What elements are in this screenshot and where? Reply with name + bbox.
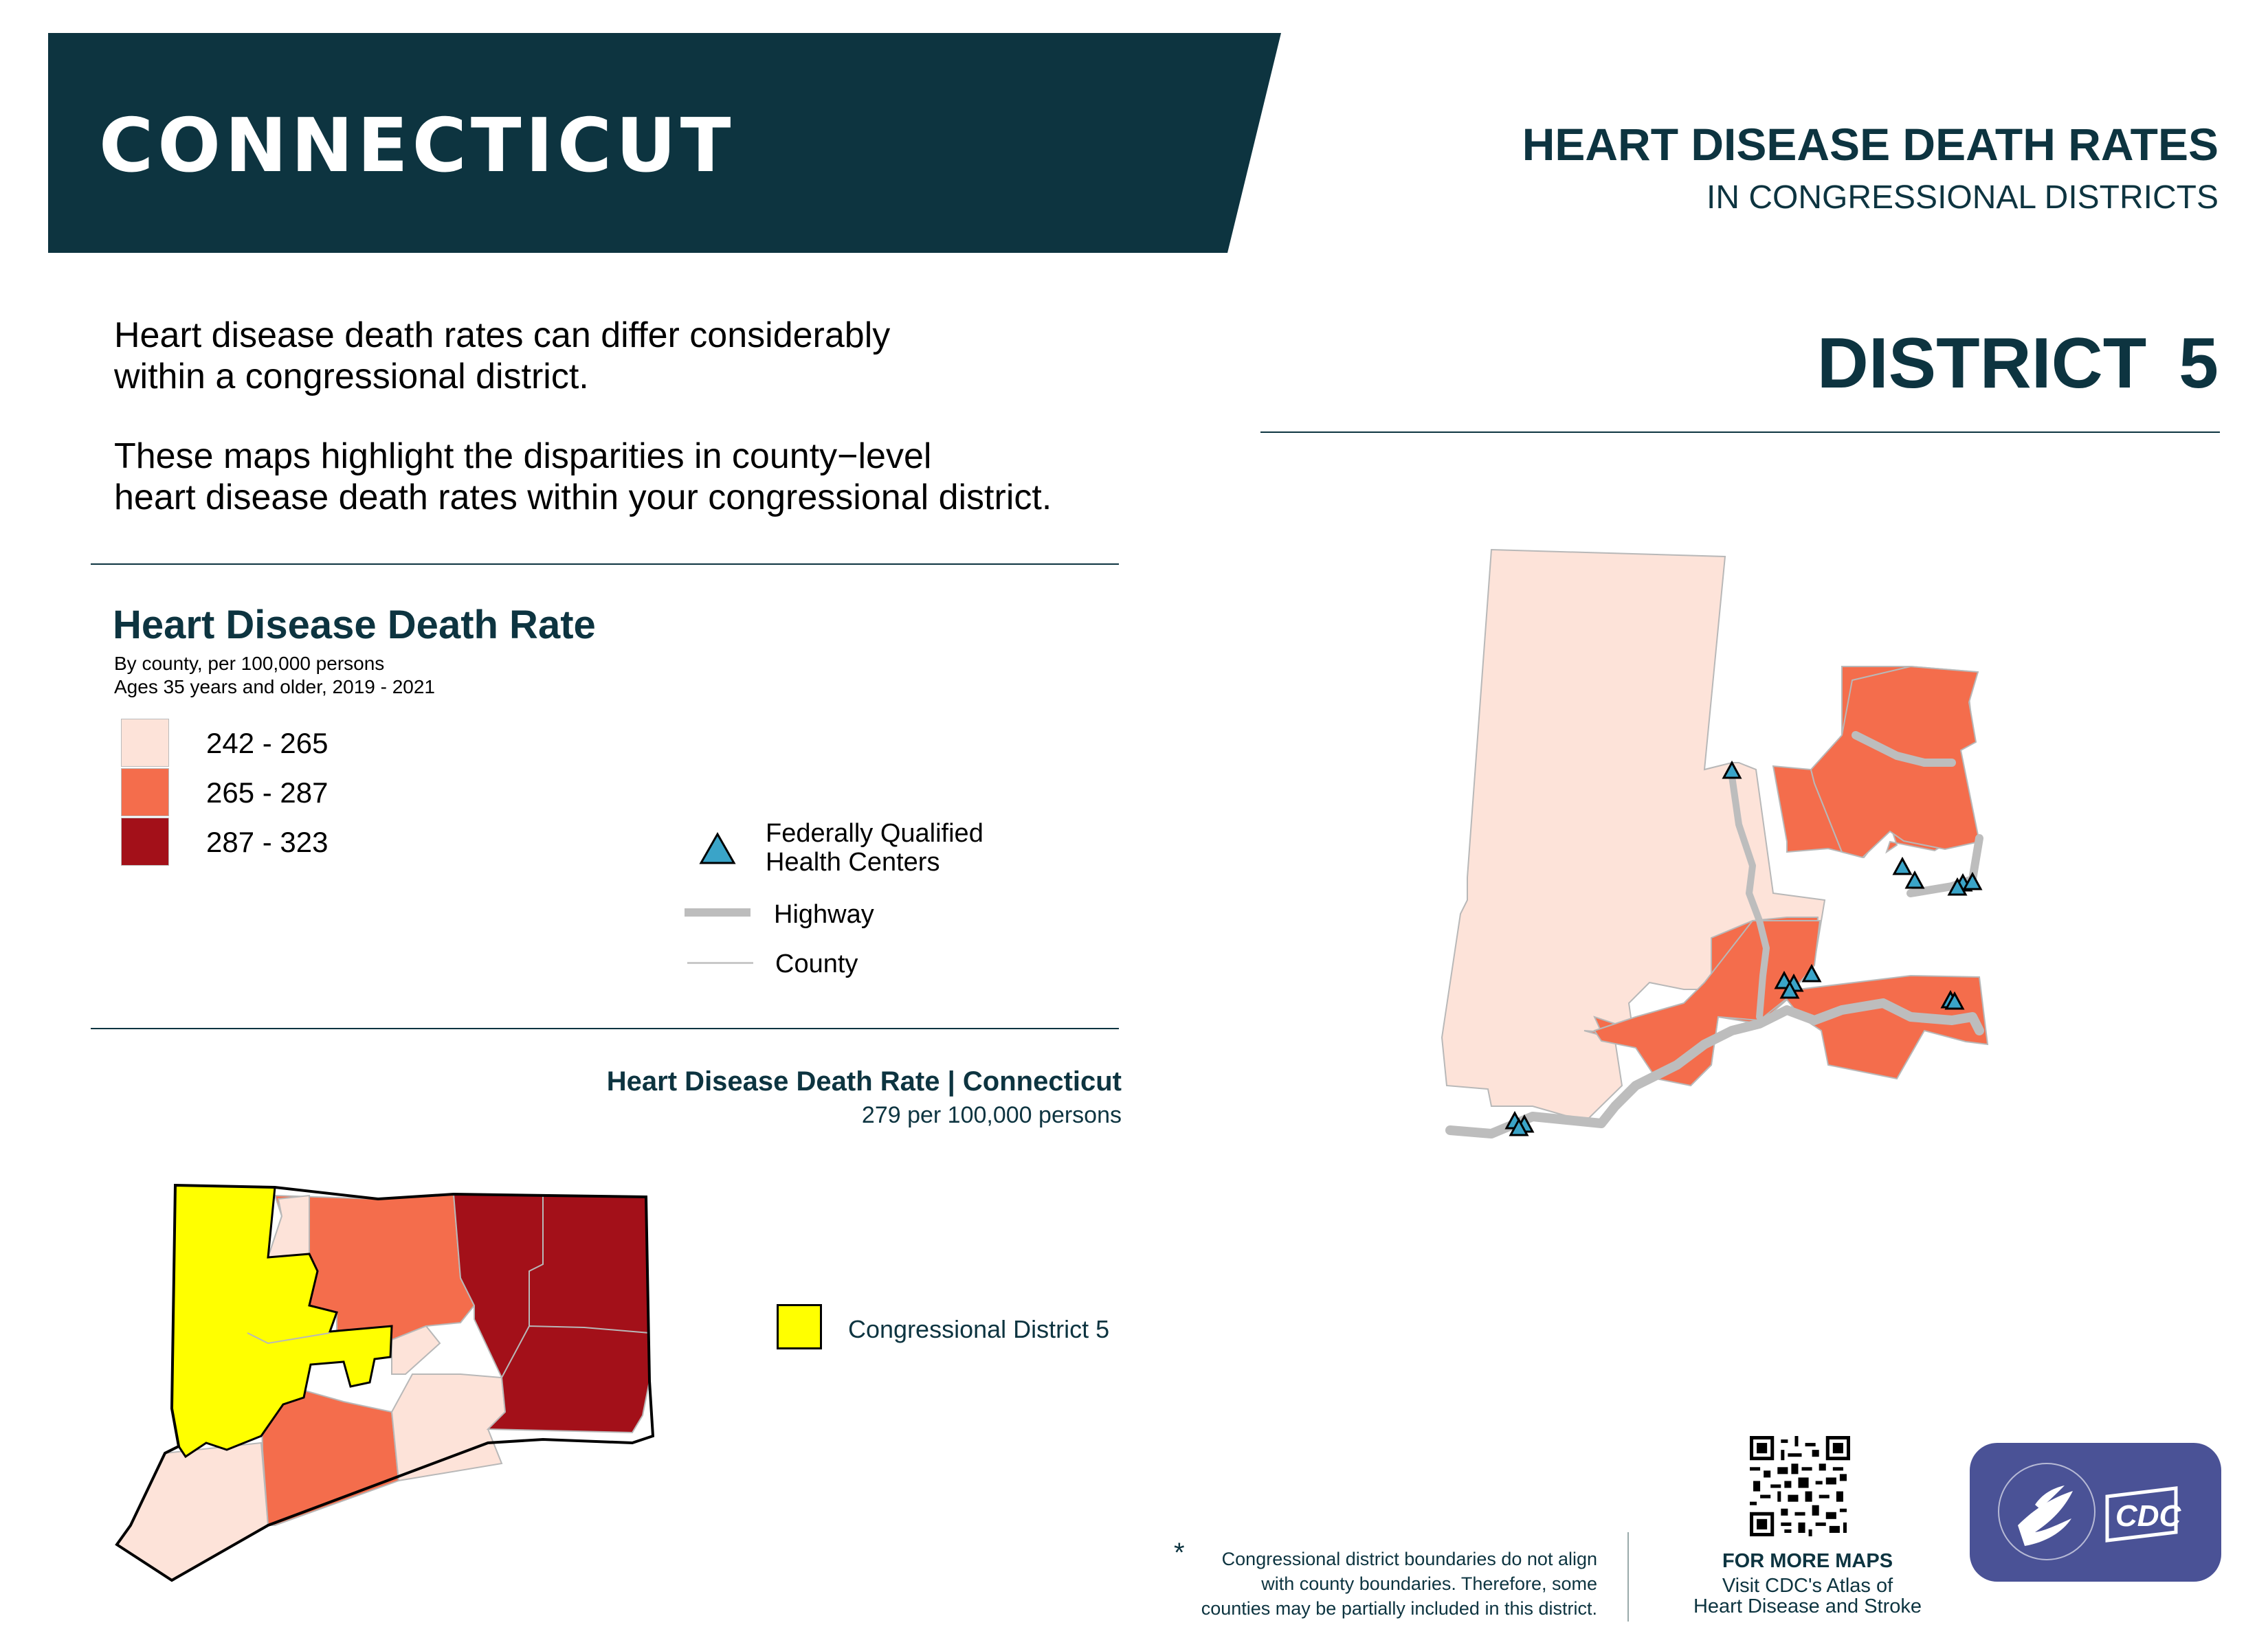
county-middlesex <box>392 1374 505 1481</box>
cdc-logo-text: CDC <box>2115 1499 2181 1533</box>
highway-label: Highway <box>774 900 874 929</box>
footnote-line: counties may be partially included in this district. <box>1201 1598 1597 1619</box>
district-legend-label: Congressional District 5 <box>848 1315 1110 1343</box>
state-rate-title: Heart Disease Death Rate | Connecticut <box>606 1066 1122 1097</box>
section-divider <box>91 1028 1119 1029</box>
fqhc-label: Federally Qualified <box>766 819 983 848</box>
more-maps-line[interactable]: Heart Disease and Stroke <box>1693 1595 1922 1617</box>
district-map <box>1430 536 2007 1216</box>
more-maps-line[interactable]: Visit CDC's Atlas of <box>1722 1575 1893 1597</box>
state-title: CONNECTICUT <box>99 103 735 189</box>
legend-swatch-high <box>121 818 169 866</box>
legend-label-low: 242 - 265 <box>206 727 329 759</box>
qr-code-icon[interactable] <box>1750 1436 1850 1536</box>
legend-title: Heart Disease Death Rate <box>113 603 596 647</box>
state-rate-value: 279 per 100,000 persons <box>861 1102 1122 1128</box>
county-label: County <box>775 950 858 978</box>
intro-line: These maps highlight the disparities in county−level <box>114 436 932 476</box>
legend-subtitle: Ages 35 years and older, 2019 - 2021 <box>114 676 436 697</box>
page-subtitle: IN CONGRESSIONAL DISTRICTS <box>1706 179 2219 216</box>
legend-label-high: 287 - 323 <box>206 826 329 858</box>
fqhc-label: Health Centers <box>766 848 940 877</box>
page-title: HEART DISEASE DEATH RATES <box>1522 119 2219 170</box>
section-divider <box>91 563 1119 565</box>
hhs-cdc-badge[interactable] <box>1970 1443 2221 1582</box>
footnote-line: with county boundaries. Therefore, some <box>1261 1573 1597 1594</box>
intro-line: heart disease death rates within your congressional district. <box>114 478 1052 517</box>
cdc-logo-icon <box>1970 1443 2221 1582</box>
legend-label-mid: 265 - 287 <box>206 776 329 809</box>
footnote-line: Congressional district boundaries do not align <box>1221 1549 1597 1569</box>
legend-swatch-low <box>121 719 169 767</box>
legend-subtitle: By county, per 100,000 persons <box>114 653 385 674</box>
county-line-icon <box>687 962 753 964</box>
district-divider <box>1260 431 2220 433</box>
district-legend-swatch <box>777 1304 822 1349</box>
state-map <box>103 1168 667 1608</box>
intro-line: Heart disease death rates can differ considerably <box>114 315 891 355</box>
fqhc-triangle-icon <box>698 831 737 867</box>
district-title: DISTRICT 5 <box>1816 324 2219 403</box>
more-maps-title: FOR MORE MAPS <box>1722 1550 1893 1572</box>
highway-line-icon <box>685 908 751 917</box>
legend-swatch-mid <box>121 768 169 816</box>
county-new-haven <box>261 1388 399 1525</box>
footnote-asterisk: * <box>1174 1538 1185 1568</box>
footer-divider <box>1627 1532 1629 1622</box>
intro-line: within a congressional district. <box>114 357 589 396</box>
